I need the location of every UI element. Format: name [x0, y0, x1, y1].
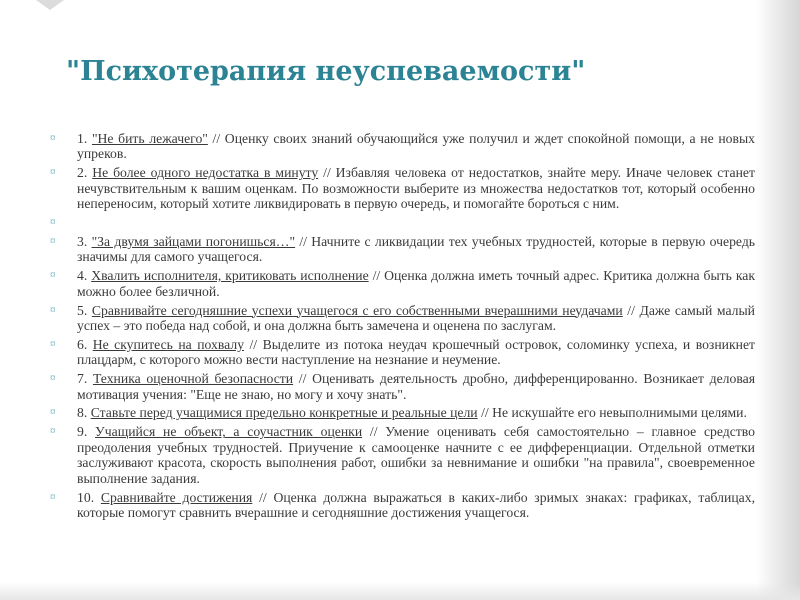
right-edge-shadow	[756, 0, 800, 600]
list-item	[50, 371, 755, 402]
item-text: // Даже самый малый успех – это победа над собой, и она должна быть замечена и оценена по заслугам.	[77, 302, 756, 333]
bullet-icon: ¤	[50, 406, 56, 419]
item-number: 6.	[77, 336, 93, 352]
bullet-icon: ¤	[50, 269, 56, 282]
item-heading-link[interactable]: Ставьте перед учащимися предельно конкретные и реальные цели	[90, 405, 478, 421]
item-number: 3.	[77, 233, 92, 249]
list-item	[50, 234, 755, 265]
bullet-icon: ¤	[50, 490, 56, 503]
item-number: 8.	[77, 405, 91, 421]
bullet-icon: ¤	[50, 425, 56, 438]
bullet-icon: ¤	[50, 216, 56, 229]
item-text: // Оценивать деятельность дробно, дифференцированно. Возникает деловая мотивация учения: "Еще не знаю, но могу и хочу знать".	[77, 371, 756, 402]
item-heading-link[interactable]: "Не бить лежачего"	[91, 131, 208, 146]
list-item	[50, 490, 755, 521]
bottom-edge-shadow	[0, 582, 800, 600]
list-item	[50, 303, 755, 334]
item-number: 1.	[77, 131, 92, 146]
item-text: // Оценка должна выражаться в каких-либо зримых знаках: графиках, таблицах, которые помогут сравнить вчерашние и сегодняшние достижения учащегося.	[77, 489, 755, 520]
item-text: // Оценка должна иметь точный адрес. Критика должна быть как можно более безличной.	[77, 268, 755, 299]
item-number: 9.	[77, 424, 96, 440]
item-heading-link[interactable]: Хвалить исполнителя, критиковать исполнение	[91, 268, 369, 284]
list-item	[50, 424, 755, 486]
item-heading-link[interactable]: Техника оценочной безопасности	[92, 371, 294, 387]
item-heading-link[interactable]: "За двумя зайцами погонишься…"	[91, 233, 296, 249]
bullet-icon: ¤	[50, 337, 56, 350]
item-heading-link[interactable]: Не более одного недостатка в минуту	[92, 165, 319, 181]
item-heading-link[interactable]: Сравнивайте достижения	[100, 489, 253, 505]
item-heading-link[interactable]: Учащийся не объект, а соучастник оценки	[95, 424, 363, 440]
item-text: // Оценку своих знаний обучающийся уже получил и ждет спокойной помощи, а не новых упреков.	[77, 131, 755, 162]
slide-title: "Психотерапия неуспеваемости"	[66, 56, 586, 87]
bullet-icon: ¤	[50, 303, 56, 316]
bullet-icon: ¤	[50, 372, 56, 385]
list-item	[50, 405, 755, 420]
list-item-empty	[50, 215, 755, 230]
item-number: 10.	[77, 489, 101, 505]
item-number: 5.	[77, 302, 92, 318]
list-item	[50, 268, 755, 299]
bullet-icon: ¤	[50, 132, 56, 144]
item-text: // Умение оценивать себя самостоятельно – главное средство преодоления учебных трудностей. Приучение к самооценке начните с ее дифференциации. Отдельной отметки заслуживают красота, скорость выполнения работ, ошибки за невнимание и ошибки "на правила", своевременное выполнение задания.	[77, 424, 756, 486]
bullet-icon: ¤	[50, 234, 56, 247]
item-number: 7.	[77, 371, 93, 387]
corner-wedge-decoration	[36, 0, 64, 10]
item-heading-link[interactable]: Сравнивайте сегодняшние успехи учащегося с его собственными вчерашними неудачами	[91, 302, 623, 318]
item-text: // Начните с ликвидации тех учебных трудностей, которые в первую очередь значимы для самого учащегося.	[77, 233, 756, 265]
bullet-icon: ¤	[50, 166, 56, 179]
item-number: 4.	[77, 268, 92, 284]
list-item	[50, 131, 755, 162]
list-item	[50, 337, 755, 368]
item-heading-link[interactable]: Не скупитесь на похвалу	[92, 336, 245, 352]
list-item	[50, 165, 755, 211]
item-number: 2.	[77, 165, 93, 181]
item-text: // Выделите из потока неудач крошечный островок, соломинку успеха, и возникнет плацдарм, с которого можно вести наступление на незнание и неумение.	[77, 336, 756, 368]
item-text: // Избавляя человека от недостатков, знайте меру. Иначе человек станет нечувствительным к вашим оценкам. По возможности выберите из множества недостатков тот, который особенно непереносим, который хотите ликвидировать в первую очередь, и помогайте бороться с ним.	[77, 165, 755, 212]
content-list	[50, 131, 755, 524]
item-text: // Не искушайте его невыполнимыми целями.	[477, 405, 747, 421]
